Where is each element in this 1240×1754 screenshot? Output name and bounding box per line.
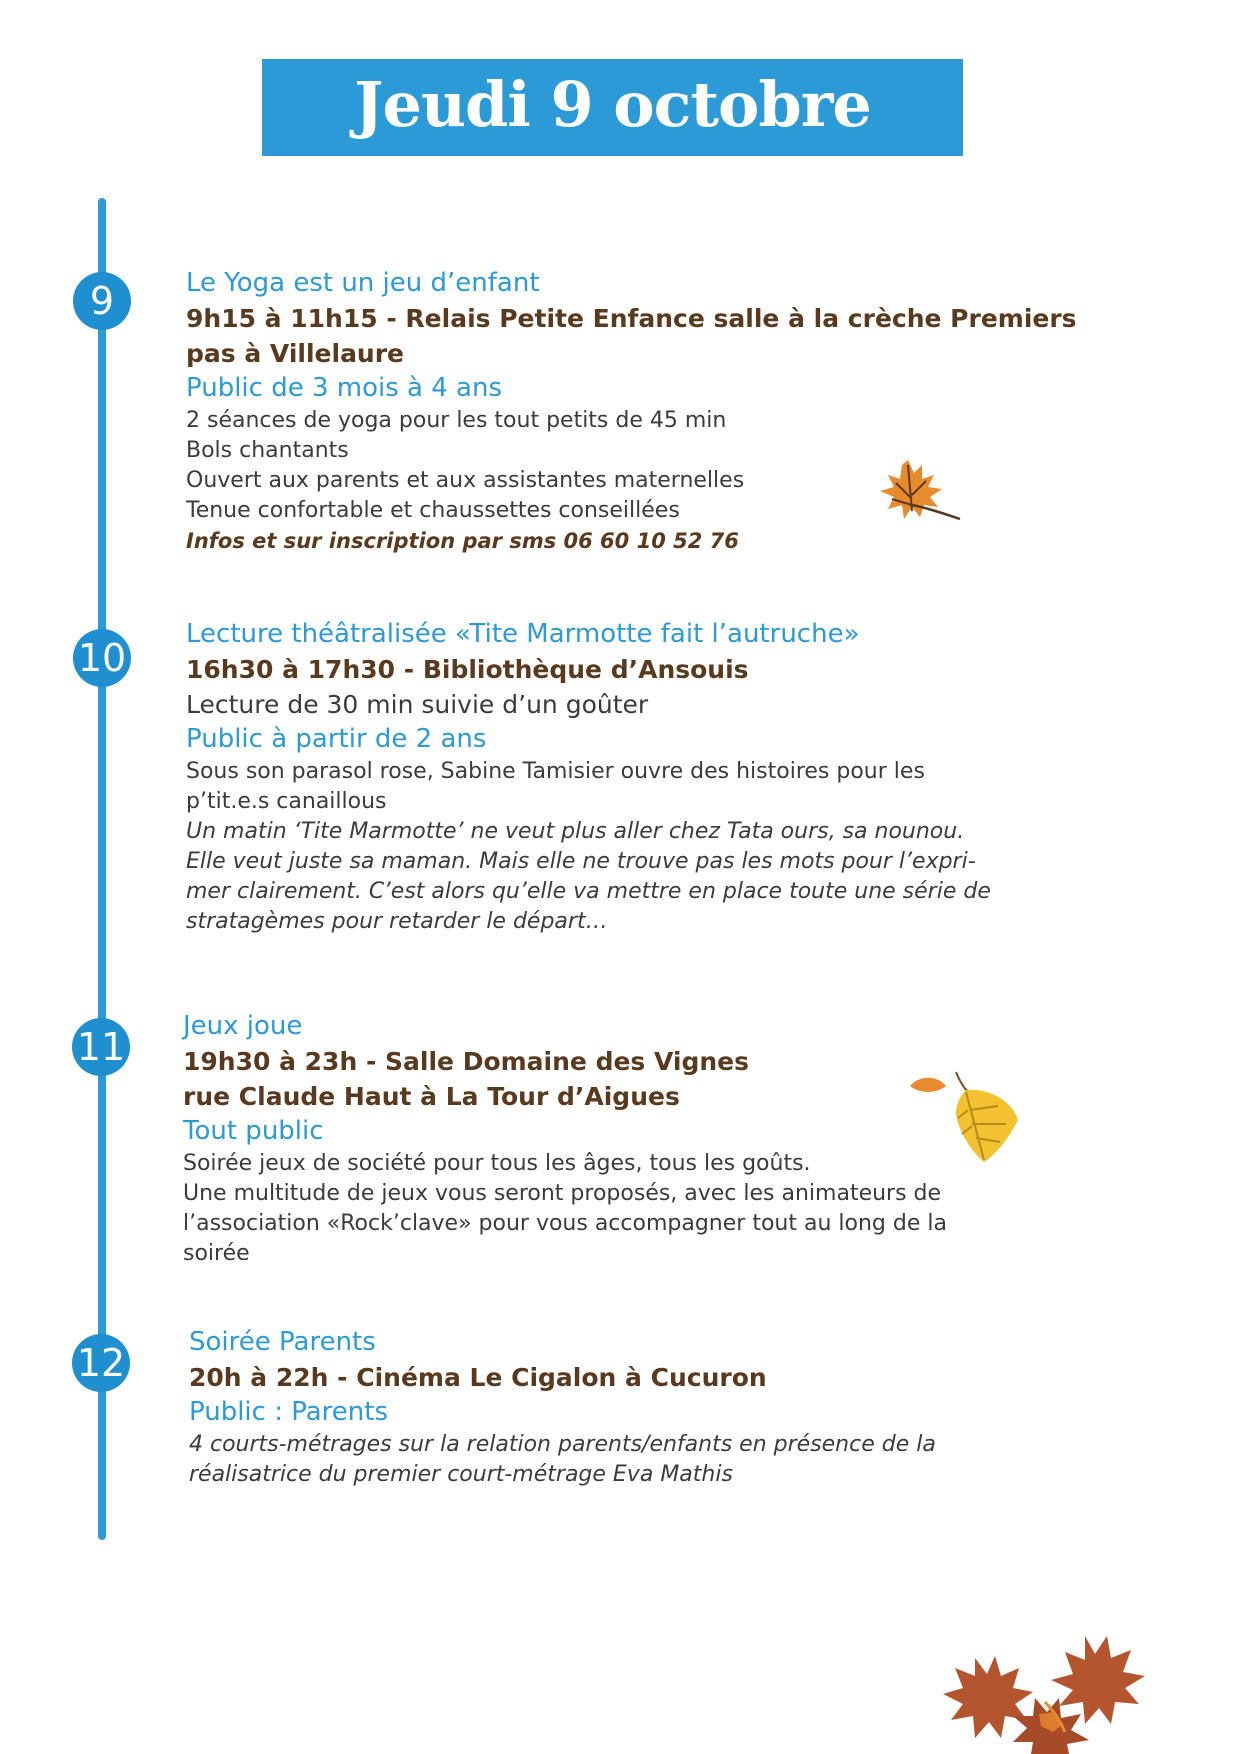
event-time-continued: pas à Villelaure <box>186 339 405 368</box>
event-time: 20h à 22h - Cinéma Le Cigalon à Cucuron <box>189 1363 767 1392</box>
event-description-line: p’tit.e.s canaillous <box>186 789 387 814</box>
event-audience: Public : Parents <box>189 1397 389 1427</box>
event-time: 9h15 à 11h15 - Relais Petite Enfance salle à la crèche Premiers <box>186 304 1077 333</box>
event-description-line: Ouvert aux parents et aux assistantes maternelles <box>186 468 745 493</box>
day-badge-10: 10 <box>73 629 131 687</box>
event-title: Jeux joue <box>183 1011 303 1041</box>
event-time: 19h30 à 23h - Salle Domaine des Vignes <box>183 1047 750 1076</box>
event-jeux <box>183 1009 947 1269</box>
event-title: Lecture théâtralisée «Tite Marmotte fait l’autruche» <box>186 619 860 649</box>
maple-leaf-icon <box>868 455 963 530</box>
event-subtitle: Lecture de 30 min suivie d’un goûter <box>186 690 649 719</box>
event-description-line: 2 séances de yoga pour les tout petits de 45 min <box>186 408 727 433</box>
event-time-continued: rue Claude Haut à La Tour d’Aigues <box>183 1082 680 1111</box>
autumn-leaves-icon <box>908 1070 1023 1165</box>
event-soiree-parents <box>189 1325 936 1490</box>
event-info: Infos et sur inscription par sms 06 60 10 52 76 <box>186 529 739 553</box>
title-banner <box>262 59 963 156</box>
event-story-line: Un matin ‘Tite Marmotte’ ne veut plus aller chez Tata ours, sa nounou. <box>186 819 965 844</box>
event-description-line: soirée <box>183 1241 250 1266</box>
day-badge-11: 11 <box>72 1018 130 1076</box>
event-description-line: l’association «Rock’clave» pour vous accompagner tout au long de la <box>183 1211 947 1236</box>
day-badge-9: 9 <box>73 272 131 330</box>
page-title: Jeudi 9 octobre <box>354 67 871 141</box>
event-story-line: Elle veut juste sa maman. Mais elle ne trouve pas les mots pour l’expri- <box>186 849 976 874</box>
event-description-line: Sous son parasol rose, Sabine Tamisier ouvre des histoires pour les <box>186 759 925 784</box>
maple-leaves-cluster-icon <box>935 1628 1180 1754</box>
event-description-line: Soirée jeux de société pour tous les âges, tous les goûts. <box>183 1151 811 1176</box>
event-story-line: réalisatrice du premier court-métrage Eva Mathis <box>189 1462 733 1487</box>
event-audience: Tout public <box>183 1116 324 1146</box>
event-time: 16h30 à 17h30 - Bibliothèque d’Ansouis <box>186 655 749 684</box>
event-title: Soirée Parents <box>189 1327 376 1357</box>
event-lecture <box>186 617 991 937</box>
event-title: Le Yoga est un jeu d’enfant <box>186 268 540 298</box>
event-audience: Public de 3 mois à 4 ans <box>186 373 503 403</box>
event-audience: Public à partir de 2 ans <box>186 724 487 754</box>
event-story-line: 4 courts-métrages sur la relation parents/enfants en présence de la <box>189 1432 936 1457</box>
day-badge-12: 12 <box>72 1334 130 1392</box>
event-description-line: Tenue confortable et chaussettes conseillées <box>186 498 680 523</box>
event-description-line: Bols chantants <box>186 438 349 463</box>
event-story-line: mer clairement. C’est alors qu’elle va mettre en place toute une série de <box>186 879 991 904</box>
event-description-line: Une multitude de jeux vous seront proposés, avec les animateurs de <box>183 1181 942 1206</box>
event-story-line: stratagèmes pour retarder le départ… <box>186 909 608 934</box>
